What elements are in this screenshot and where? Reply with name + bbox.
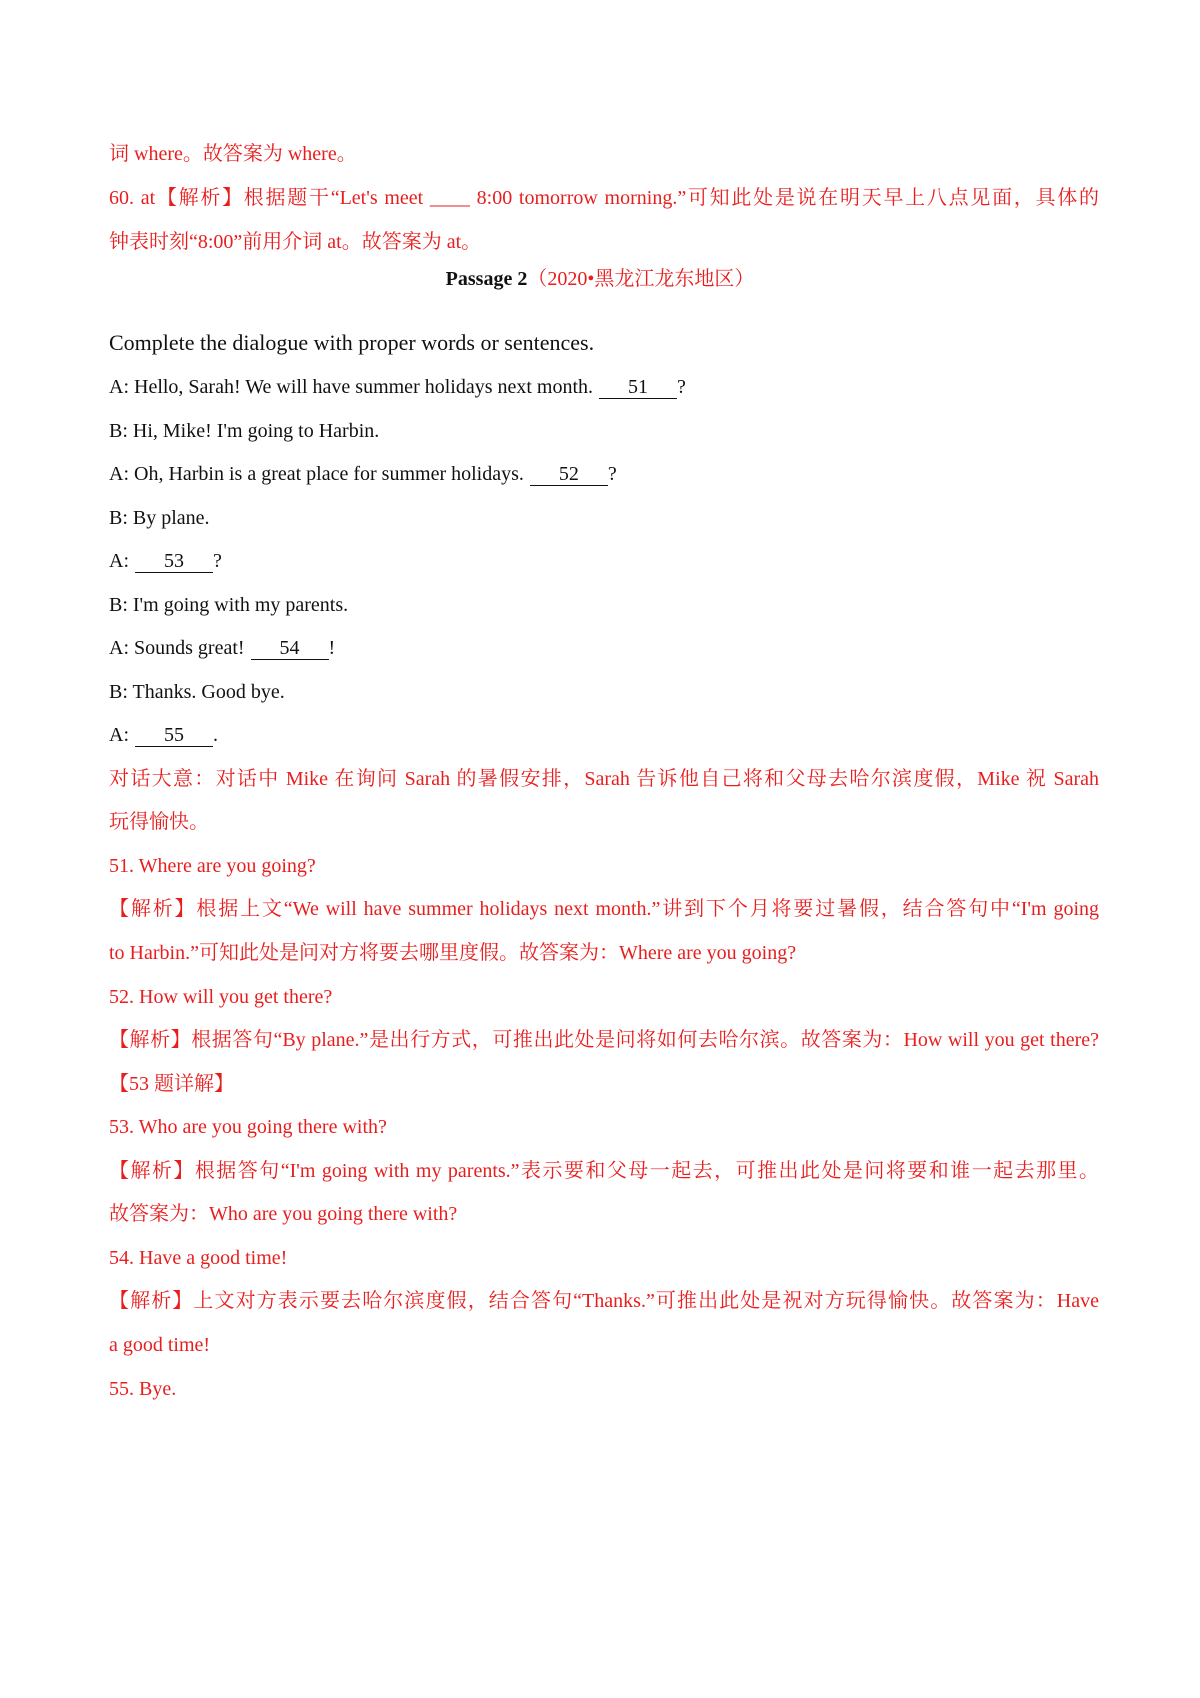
answer-53-explanation-2: 故答案为：Who are you going there with?	[109, 1203, 458, 1225]
dialogue-line	[109, 418, 379, 444]
dialogue-line	[109, 505, 210, 531]
answer-54-explanation-1: 【解析】上文对方表示要去哈尔滨度假，结合答句“Thanks.”可推出此处是祝对方玩得愉快。故答案为：Have	[109, 1290, 1099, 1312]
answer-60-line2: 钟表时刻“8:00”前用介词 at。故答案为 at。	[109, 231, 482, 253]
answer-60-line1: 60. at【解析】根据题干“Let's meet ____ 8:00 tomorrow morning.”可知此处是说在明天早上八点见面，具体的	[109, 187, 1099, 209]
answer-53-heading: 【53 题详解】	[109, 1073, 234, 1095]
dialogue-line	[109, 679, 285, 705]
answer-54: 54. Have a good time!	[109, 1247, 288, 1269]
dialogue-end: ?	[607, 463, 617, 485]
dialogue-text: A: Hello, Sarah! We will have summer holidays next month.	[109, 376, 594, 398]
answer-59-tail: 词 where。故答案为 where。	[109, 143, 357, 165]
blank-55[interactable]: 55	[135, 724, 213, 747]
dialogue-line	[109, 592, 348, 618]
answer-53: 53. Who are you going there with?	[109, 1116, 387, 1138]
answer-55: 55. Bye.	[109, 1378, 177, 1400]
dialogue-line	[109, 548, 222, 574]
dialogue-end: !	[328, 637, 336, 659]
dialogue-end: .	[213, 724, 218, 746]
answer-54-explanation-2: a good time!	[109, 1334, 211, 1356]
dialogue-text: A: Sounds great!	[109, 637, 245, 659]
dialogue-line	[109, 722, 218, 748]
passage-source: （2020•黑龙江龙东地区）	[527, 268, 755, 290]
passage-name: Passage 2	[445, 268, 528, 290]
summary-line1: 对话大意：对话中 Mike 在询问 Sarah 的暑假安排，Sarah 告诉他自己将和父母去哈尔滨度假，Mike 祝 Sarah	[109, 768, 1099, 790]
dialogue-text: B: I'm going with my parents.	[109, 594, 349, 616]
dialogue-text: B: Hi, Mike! I'm going to Harbin.	[109, 420, 380, 442]
blank-51[interactable]: 51	[599, 376, 677, 399]
dialogue-line	[109, 374, 686, 400]
answer-52: 52. How will you get there?	[109, 986, 333, 1008]
dialogue-end: ?	[213, 550, 222, 572]
blank-52[interactable]: 52	[530, 463, 608, 486]
summary-line2: 玩得愉快。	[109, 811, 209, 833]
dialogue-line	[109, 461, 617, 487]
dialogue-text: B: Thanks. Good bye.	[109, 681, 285, 703]
answer-51-explanation-2: to Harbin.”可知此处是问对方将要去哪里度假。故答案为：Where are you going?	[109, 942, 797, 964]
answer-53-explanation-1: 【解析】根据答句“I'm going with my parents.”表示要和父母一起去，可推出此处是问将要和谁一起去那里。	[109, 1160, 1099, 1182]
dialogue-text: A:	[109, 724, 129, 746]
dialogue-line	[109, 635, 335, 661]
instruction: Complete the dialogue with proper words or sentences.	[109, 330, 595, 355]
passage-title	[0, 266, 1200, 292]
answer-51-explanation-1: 【解析】根据上文“We will have summer holidays next month.”讲到下个月将要过暑假，结合答句中“I'm going	[109, 898, 1099, 920]
answer-51: 51. Where are you going?	[109, 855, 316, 877]
dialogue-text: A: Oh, Harbin is a great place for summer holidays.	[109, 463, 524, 485]
blank-53[interactable]: 53	[135, 550, 213, 573]
answer-52-explanation: 【解析】根据答句“By plane.”是出行方式，可推出此处是问将如何去哈尔滨。故答案为：How will you get there?	[109, 1029, 1099, 1051]
dialogue-text: B: By plane.	[109, 507, 210, 529]
dialogue-end: ?	[677, 376, 686, 398]
blank-54[interactable]: 54	[251, 637, 329, 660]
dialogue-text: A:	[109, 550, 129, 572]
